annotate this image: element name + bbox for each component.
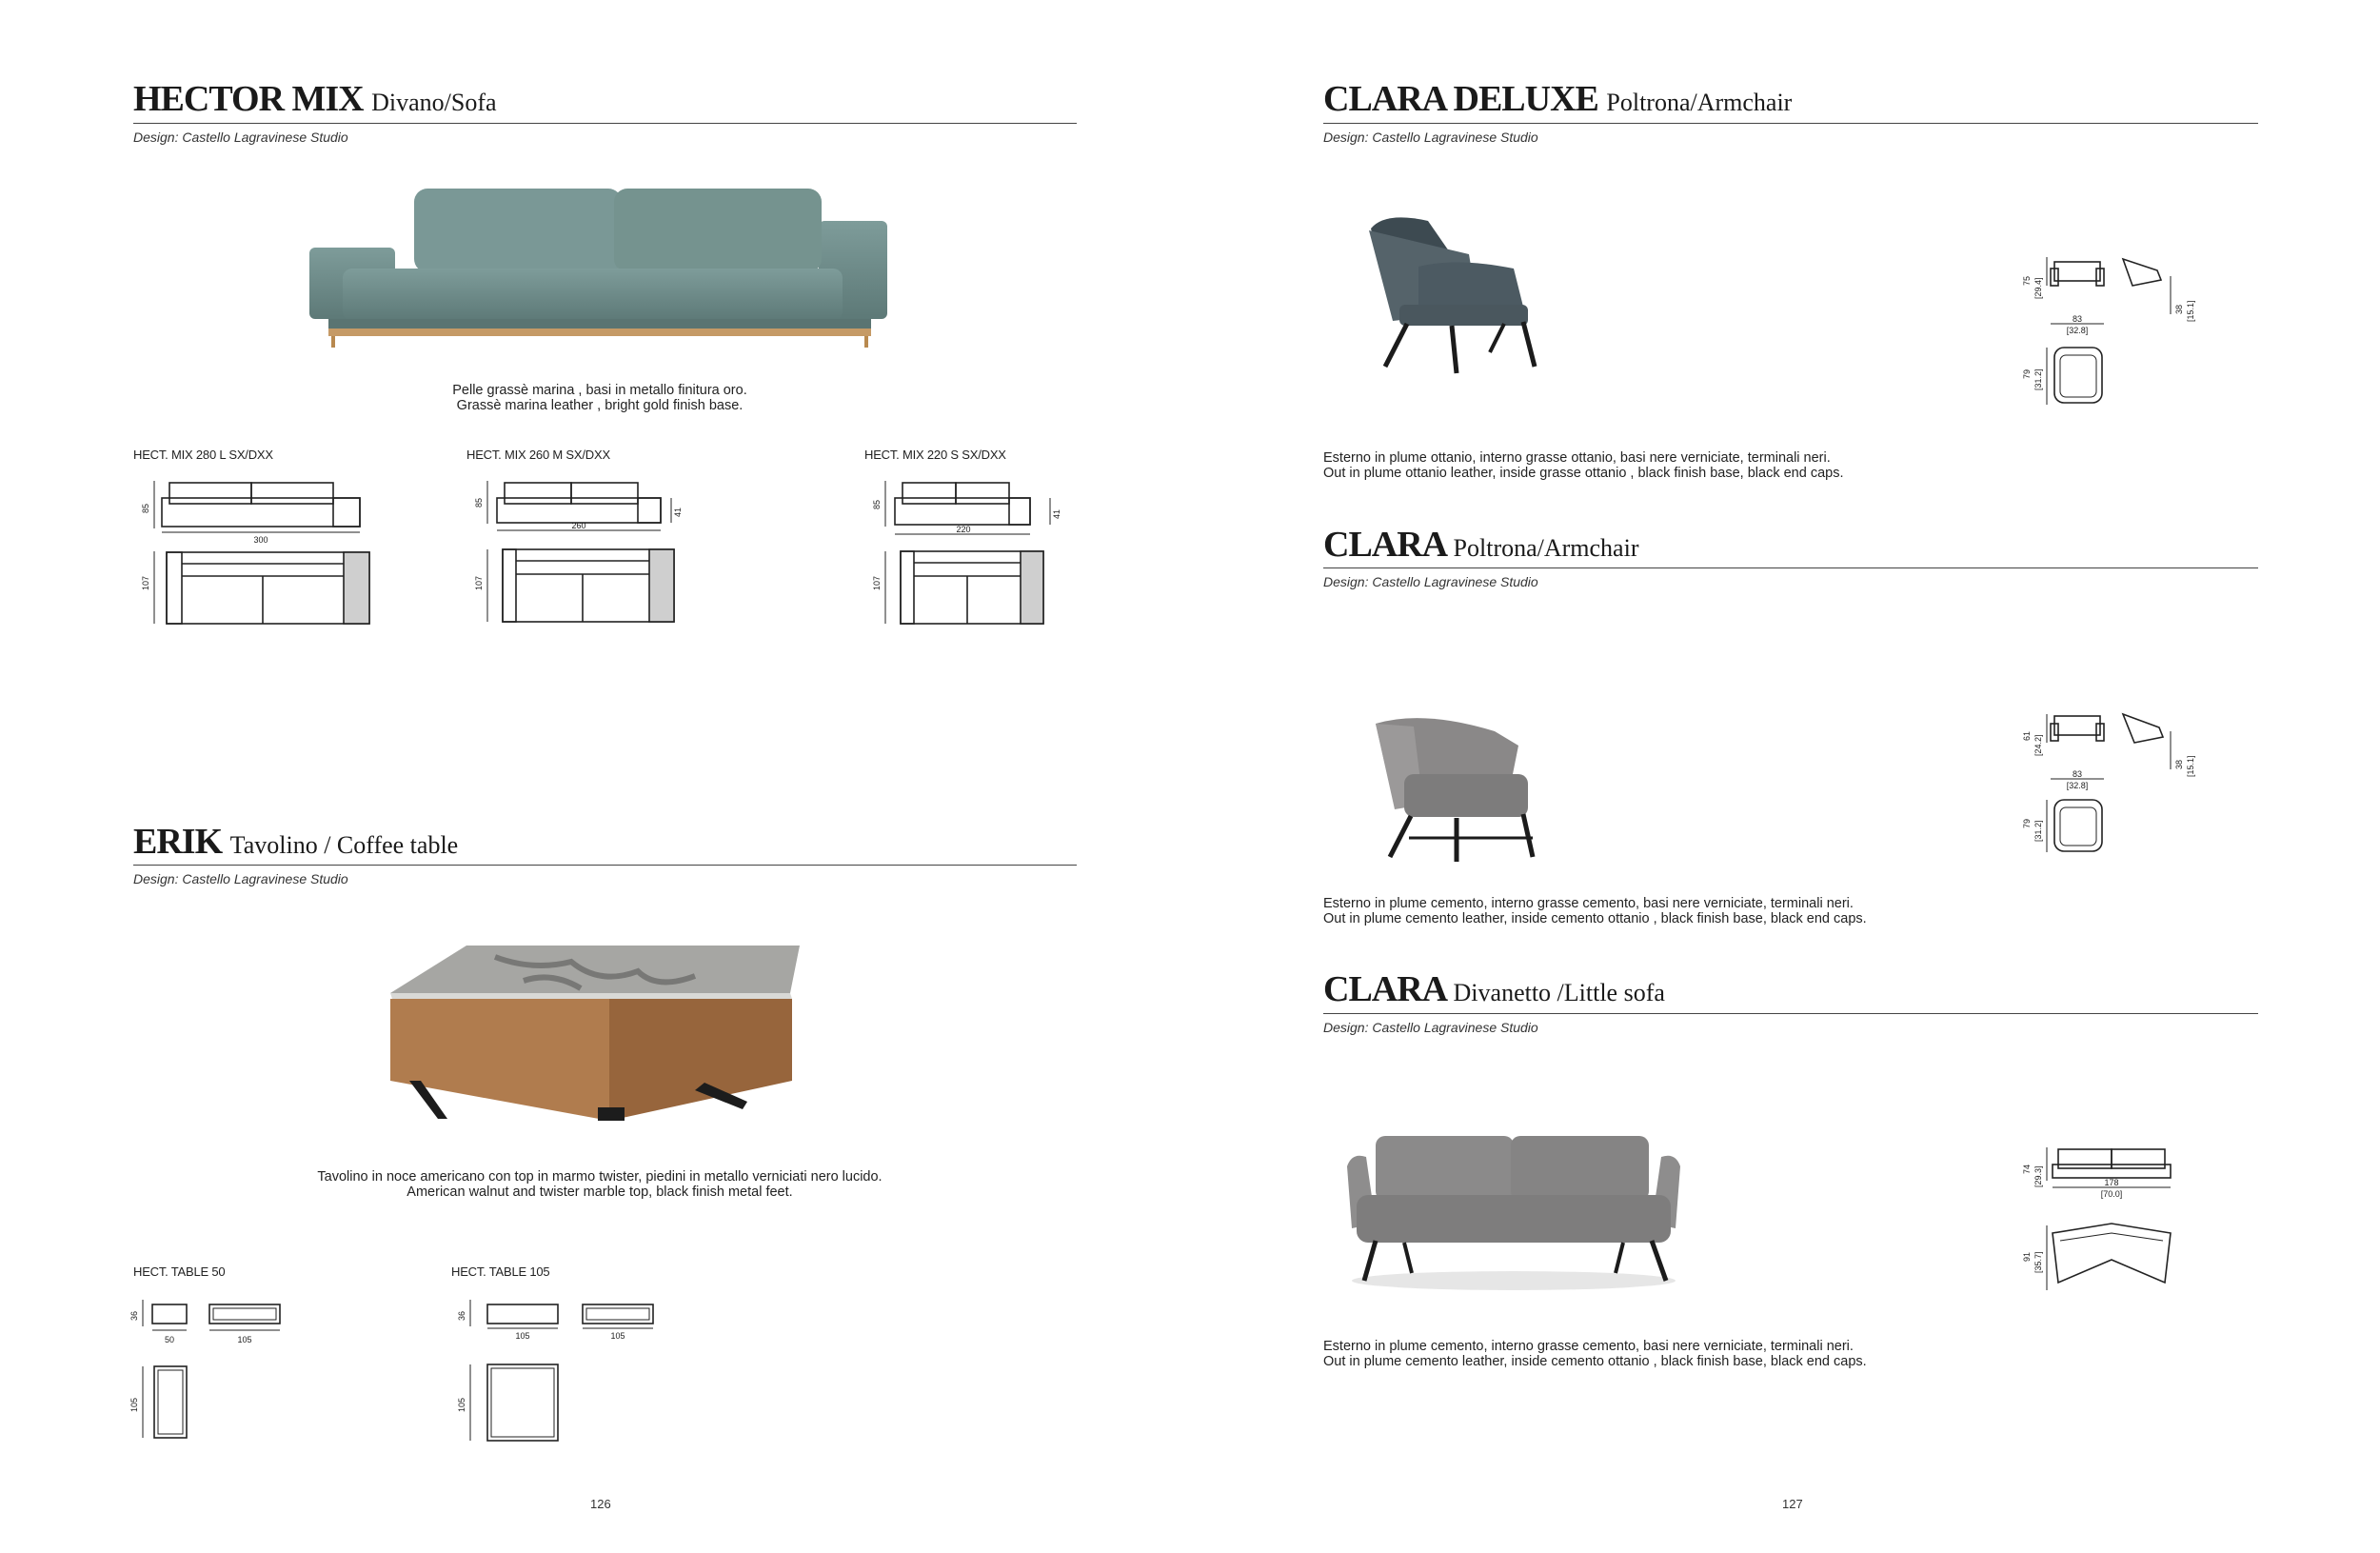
cs-h-in: [29.3] xyxy=(2033,1165,2043,1187)
hector-name: HECTOR MIX xyxy=(133,79,364,119)
hector-m1-height: 85 xyxy=(141,503,150,513)
hector-m1-depth: 107 xyxy=(141,575,150,590)
c-h-in: [24.2] xyxy=(2033,734,2043,756)
cd-w-in: [32.8] xyxy=(2066,326,2089,335)
erik-type: Tavolino / Coffee table xyxy=(229,831,459,859)
hector-m3-width: 220 xyxy=(956,525,971,534)
hector-model-3-label: HECT. MIX 220 S SX/DXX xyxy=(864,448,1006,462)
erik-rule xyxy=(133,865,1077,866)
c-h: 61 xyxy=(2022,730,2032,741)
clara-title xyxy=(1323,527,1638,563)
hector-m2-depth: 107 xyxy=(474,575,484,590)
erik-m1-width: 50 xyxy=(164,1335,175,1344)
clara-deluxe-rule xyxy=(1323,123,2258,124)
c-w: 83 xyxy=(2072,769,2083,779)
erik-desc-en: American walnut and twister marble top, black finish metal feet. xyxy=(407,1185,793,1200)
clara-desc-it: Esterno in plume cemento, interno grasse cemento, basi nere verniciate, terminali neri. xyxy=(1323,896,1854,911)
clara-desc-en: Out in plume cemento leather, inside cemento ottanio , black finish base, black end caps. xyxy=(1323,911,1867,926)
erik-model-1-drawing xyxy=(124,1290,305,1457)
clara-sofa-rule xyxy=(1323,1013,2258,1014)
cs-h: 74 xyxy=(2022,1164,2032,1174)
cd-d-in: [31.2] xyxy=(2033,368,2043,390)
clara-deluxe-desc-it: Esterno in plume ottanio, interno grasse ottanio, basi nere verniciate, terminali neri. xyxy=(1323,450,1831,466)
clara-sofa-name: CLARA xyxy=(1323,969,1446,1009)
hector-design: Design: Castello Lagravinese Studio xyxy=(133,129,348,145)
erik-model-1-label: HECT. TABLE 50 xyxy=(133,1264,226,1279)
hector-desc-it: Pelle grassè marina , basi in metallo finitura oro. xyxy=(452,383,747,398)
c-s: 38 xyxy=(2174,759,2184,769)
cs-w-in: [70.0] xyxy=(2100,1189,2123,1199)
hector-m2-arm: 41 xyxy=(673,507,683,517)
hector-m3-depth: 107 xyxy=(872,575,882,590)
hector-title xyxy=(133,81,497,117)
page-number-left: 126 xyxy=(590,1497,611,1511)
hector-desc-en: Grassè marina leather , bright gold finish base. xyxy=(456,398,744,413)
cd-s: 38 xyxy=(2174,304,2184,314)
erik-m1-depth: 105 xyxy=(129,1397,139,1412)
cd-h-in: [29.4] xyxy=(2033,277,2043,299)
clara-drawing xyxy=(2018,705,2209,871)
erik-description xyxy=(248,1169,952,1200)
erik-title xyxy=(133,824,458,860)
hector-model-3-drawing xyxy=(864,471,1112,638)
clara-sofa-desc-it: Esterno in plume cemento, interno grasse cemento, basi nere verniciate, terminali neri. xyxy=(1323,1339,1854,1354)
hector-m2-height: 85 xyxy=(474,497,484,508)
clara-sofa-design: Design: Castello Lagravinese Studio xyxy=(1323,1020,1538,1035)
erik-m2-width: 105 xyxy=(515,1331,530,1341)
hector-model-2-label: HECT. MIX 260 M SX/DXX xyxy=(466,448,610,462)
erik-model-2-label: HECT. TABLE 105 xyxy=(451,1264,550,1279)
clara-deluxe-armchair-photo xyxy=(1361,209,1580,381)
hector-m3-height: 85 xyxy=(872,499,882,509)
clara-type: Poltrona/Armchair xyxy=(1453,534,1639,562)
hector-description xyxy=(314,383,885,413)
hector-m3-arm: 41 xyxy=(1052,508,1061,519)
cd-h: 75 xyxy=(2022,275,2032,286)
hector-type: Divano/Sofa xyxy=(371,89,497,116)
erik-m2-height: 36 xyxy=(457,1310,466,1321)
erik-m2-depth: 105 xyxy=(457,1397,466,1412)
clara-sofa-desc-en: Out in plume cemento leather, inside cemento ottanio , black finish base, black end caps. xyxy=(1323,1354,1867,1369)
erik-desc-it: Tavolino in noce americano con top in marmo twister, piedini in metallo verniciati nero lucido. xyxy=(317,1169,883,1185)
clara-sofa-drawing xyxy=(2018,1138,2209,1309)
hector-rule xyxy=(133,123,1077,124)
page-number-right: 127 xyxy=(1782,1497,1803,1511)
c-d: 79 xyxy=(2022,818,2032,828)
clara-deluxe-title xyxy=(1323,81,1792,117)
clara-armchair-photo xyxy=(1361,709,1571,866)
hector-m1-width: 300 xyxy=(253,535,268,545)
c-s-in: [15.1] xyxy=(2186,755,2195,777)
clara-sofa-type: Divanetto /Little sofa xyxy=(1453,979,1665,1006)
clara-deluxe-desc-en: Out in plume ottanio leather, inside grasse ottanio , black finish base, black end caps. xyxy=(1323,466,1844,481)
c-w-in: [32.8] xyxy=(2066,781,2089,790)
clara-sofa-photo xyxy=(1338,1128,1690,1295)
clara-sofa-title xyxy=(1323,971,1665,1007)
cs-w: 178 xyxy=(2104,1178,2119,1187)
hector-model-1-drawing xyxy=(133,471,381,638)
cd-d: 79 xyxy=(2022,368,2032,379)
clara-deluxe-type: Poltrona/Armchair xyxy=(1606,89,1793,116)
clara-description xyxy=(1323,896,1867,926)
clara-design: Design: Castello Lagravinese Studio xyxy=(1323,574,1538,589)
erik-name: ERIK xyxy=(133,822,223,862)
erik-design: Design: Castello Lagravinese Studio xyxy=(133,871,348,886)
clara-name: CLARA xyxy=(1323,525,1446,565)
clara-deluxe-description xyxy=(1323,450,1844,481)
hector-sofa-photo xyxy=(305,181,895,352)
hector-model-1-label: HECT. MIX 280 L SX/DXX xyxy=(133,448,273,462)
clara-rule xyxy=(1323,567,2258,568)
erik-m2-length: 105 xyxy=(610,1331,625,1341)
cs-d: 91 xyxy=(2022,1251,2032,1262)
erik-table-photo xyxy=(381,938,819,1157)
hector-m2-width: 260 xyxy=(571,521,586,530)
clara-deluxe-design: Design: Castello Lagravinese Studio xyxy=(1323,129,1538,145)
erik-model-2-drawing xyxy=(451,1290,670,1457)
clara-sofa-description xyxy=(1323,1339,1867,1369)
c-d-in: [31.2] xyxy=(2033,820,2043,842)
clara-deluxe-name: CLARA DELUXE xyxy=(1323,79,1598,119)
cd-w: 83 xyxy=(2072,314,2083,324)
cs-d-in: [35.7] xyxy=(2033,1251,2043,1273)
clara-deluxe-drawing xyxy=(2018,248,2209,414)
hector-model-2-drawing xyxy=(466,471,714,638)
cd-s-in: [15.1] xyxy=(2186,300,2195,322)
erik-m1-length: 105 xyxy=(237,1335,252,1344)
erik-m1-height: 36 xyxy=(129,1310,139,1321)
